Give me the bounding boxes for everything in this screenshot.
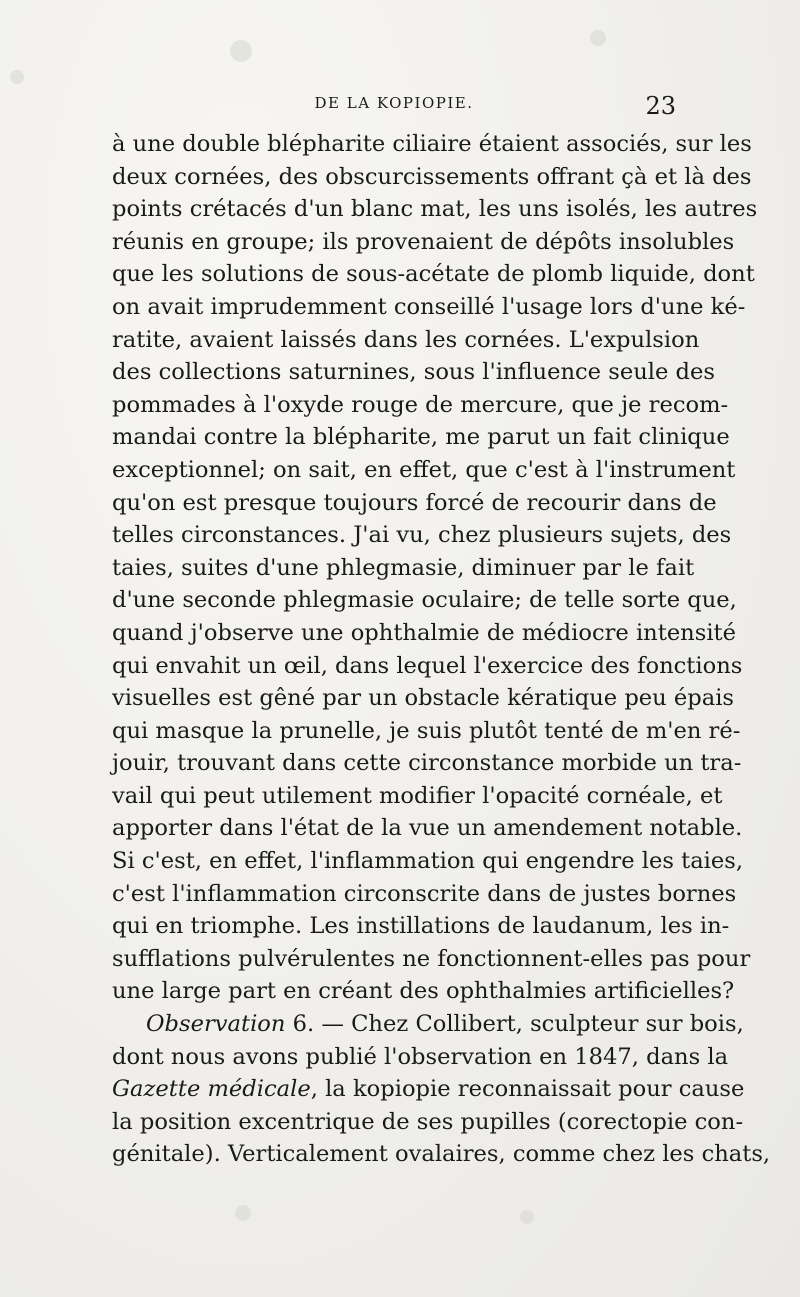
text-line: telles circonstances. J'ai vu, chez plusieurs sujets, des [112,522,732,549]
text-line: mandai contre la blépharite, me parut un fait clinique [112,424,730,451]
text-line: qui en triomphe. Les instillations de laudanum, les in- [112,913,730,940]
text-line: d'une seconde phlegmasie oculaire; de telle sorte que, [112,587,737,614]
observation-line-4: la position excentrique de ses pupilles (corectopie con- [112,1108,744,1135]
observation-line-3 [112,1073,745,1106]
text-line: exceptionnel; on sait, en effet, que c'est à l'instrument [112,456,736,483]
text-line: à une double blépharite ciliaire étaient associés, sur les [112,131,752,157]
observation-heading-line [112,1008,744,1041]
text-line: c'est l'inflammation circonscrite dans de justes bornes [112,880,737,907]
observation-label: Observation [146,1011,286,1038]
text-line: points crétacés d'un blanc mat, les uns isolés, les autres [112,196,758,223]
text-line: vail qui peut utilement modifier l'opacité cornéale, et [112,782,723,809]
text-line: pommades à l'oxyde rouge de mercure, que je recom- [112,391,729,418]
text-line: sufflations pulvérulentes ne fonctionnent-elles pas pour [112,945,751,972]
page-header [112,92,676,122]
text-line: on avait imprudemment conseillé l'usage lors d'une ké- [112,293,746,320]
text-line: ratite, avaient laissés dans les cornées. L'expulsion [112,326,700,353]
observation-line-2: dont nous avons publié l'observation en 1847, dans la [112,1043,729,1070]
text-line: qui envahit un œil, dans lequel l'exercice des fonctions [112,652,743,679]
observation-line-5: génitale). Verticalement ovalaires, comme chez les chats, [112,1141,771,1168]
observation-line-1: 6. — Chez Collibert, sculpteur sur bois, [285,1011,744,1038]
running-title: DE LA KOPIOPIE. [314,94,474,112]
text-line: Si c'est, en effet, l'inflammation qui engendre les taies, [112,848,744,875]
text-line: réunis en groupe; ils provenaient de dépôts insolubles [112,228,735,255]
text-line: taies, suites d'une phlegmasie, diminuer par le fait [112,554,695,581]
text-line: une large part en créant des ophthalmies artificielles? [112,978,735,1005]
page-number: 23 [645,92,676,120]
text-line: qui masque la prunelle, je suis plutôt tenté de m'en ré- [112,717,741,744]
text-line: apporter dans l'état de la vue un amendement notable. [112,815,743,842]
body-text [112,128,771,1171]
text-line: visuelles est gêné par un obstacle kératique peu épais [112,685,735,712]
observation-line-3-rest: , la kopiopie reconnaissait pour cause [310,1076,745,1103]
text-line: que les solutions de sous-acétate de plomb liquide, dont [112,261,755,288]
text-line: jouir, trouvant dans cette circonstance morbide un tra- [112,750,742,777]
text-line: quand j'observe une ophthalmie de médiocre intensité [112,619,737,646]
journal-title: Gazette médicale [112,1076,311,1103]
text-line: deux cornées, des obscurcissements offrant çà et là des [112,163,752,190]
text-line: des collections saturnines, sous l'influence seule des [112,359,715,386]
text-line: qu'on est presque toujours forcé de recourir dans de [112,489,717,516]
